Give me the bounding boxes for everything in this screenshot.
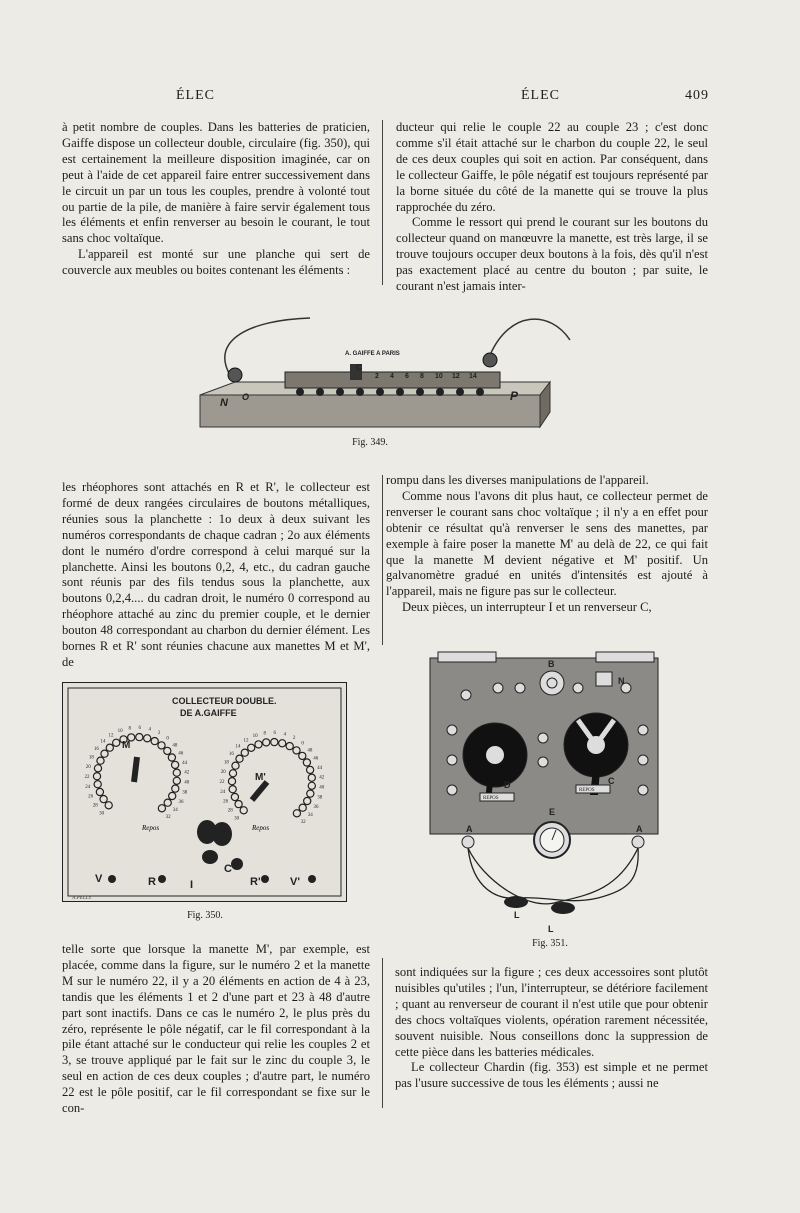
scale-label: 6: [405, 373, 409, 380]
left-dial-number: 22: [84, 775, 90, 781]
left-dial-number: 16: [93, 746, 99, 752]
fig351-repos-left: REPOS: [483, 796, 499, 801]
text-column-top-right: [396, 120, 708, 295]
right-dial-number: 4: [283, 732, 286, 738]
right-dial-number: 24: [220, 790, 226, 796]
left-dial-number: 46: [178, 751, 184, 757]
fig350-label-i: I: [190, 879, 194, 891]
paragraph: Deux pièces, un interrupteur I et un renverseur C,: [402, 600, 652, 615]
fig350-label-r: R: [148, 876, 156, 888]
fig351-label-a-left: A: [466, 824, 473, 834]
left-dial-number: 12: [108, 733, 114, 739]
fig350-label-v-prime: V': [290, 876, 300, 888]
text-column-bottom-right: [395, 965, 708, 1092]
left-dial-number: 2: [157, 731, 161, 737]
left-dial-number: 26: [88, 794, 94, 800]
fig350-repos-right: Repos: [252, 824, 270, 832]
fig351-label-l-2: L: [548, 924, 554, 934]
right-dial-number: 42: [319, 775, 325, 781]
left-dial-number: 44: [182, 760, 188, 766]
left-dial-number: 30: [99, 811, 105, 817]
left-dial-number: 38: [182, 790, 188, 796]
right-dial-number: 20: [220, 770, 226, 776]
fig350-engraver-signature: A.PELLY: [72, 896, 92, 901]
left-dial-number: 10: [117, 729, 123, 734]
left-dial-number: 34: [172, 808, 178, 814]
fig350-caption: Fig. 350.: [187, 910, 223, 921]
paragraph: ducteur qui relie le couple 22 au couple 23 ; c'est donc comme s'il était attaché sur le charbon du couple 22, le seul de ces deux couples qui soit en action. Par conséquent, dans le collecteur Gaiffe, le pôle négatif est toujours représenté par la borne située du côté de la manette qui se trouve la plus rapprochée du zéro.: [396, 120, 708, 214]
left-dial-number: 36: [178, 799, 184, 805]
right-dial-number: 46: [313, 756, 319, 762]
fig349-label-o: O: [242, 392, 250, 402]
fig350-label-m: M: [122, 740, 131, 751]
fig349-label-p: P: [510, 389, 519, 403]
page-number: 409: [685, 88, 709, 103]
scale-label: 10: [435, 373, 443, 380]
right-dial-number: 34: [307, 813, 313, 819]
paragraph: telle sorte que lorsque la manette M', par exemple, est placée, comme dans la figure, sur le numéro 2 et la manette M sur le numéro 22, il y a 20 éléments en action de 4 à 23, tandis que les éléments 1 et 2 d'une part et 23 à 48 d'autre part sont inactifs. Dans ce cas le numéro 2, le plus près du zéro, représente le pôle négatif, car le fil correspondant à la pile étant attaché sur le conducteur qui relie les couples 2 et 3, se trouve appliqué par le fait sur le zinc du couple 3, le seul en action de ces deux couples ; d'autre part, le numéro 22 est le pôle positif, car le fil correspondant se fixe sur le con-: [62, 942, 370, 1116]
left-dial-number: 42: [184, 770, 190, 776]
fig351-label-b: B: [548, 659, 555, 669]
running-head-center: ÉLEC: [521, 88, 560, 103]
fig349-label-n: N: [220, 397, 228, 409]
right-dial-number: 44: [317, 765, 323, 771]
right-dial-number: 14: [235, 744, 241, 750]
right-dial-number: 2: [292, 736, 296, 742]
fig351-label-n: N: [618, 676, 625, 686]
left-dial-number: 0: [166, 736, 169, 742]
right-dial-number: 12: [243, 738, 249, 744]
column-rule: [382, 120, 383, 285]
right-dial-number: 18: [223, 760, 229, 766]
right-dial-number: 40: [319, 785, 325, 791]
fig351-label-a-right: A: [636, 824, 643, 834]
text-column-mid-left: [62, 480, 370, 671]
right-dial-number: 36: [313, 804, 319, 810]
text-column-mid-right: [386, 473, 708, 616]
paragraph: Comme nous l'avons dit plus haut, ce collecteur permet de renverser le courant sans choc voltaïque ; il n'y a en effet pour obtenir ce résultat qu'à renverser le sens des manettes, par exemple à faire poser la manette M' au delà de 22, ce qui fait que la manette M devient négative et M' positif. Un galvanomètre gradué en unités d'intensités est ajouté à l'appareil, mais ne figure pas sur le collecteur.: [386, 488, 708, 599]
right-dial-number: 16: [228, 751, 234, 757]
right-dial-number: 30: [234, 816, 240, 822]
fig349-collector-illustration: [190, 300, 580, 435]
right-dial-number: 0: [301, 741, 304, 747]
fig350-label-v: V: [95, 873, 103, 885]
fig350-label-c: C: [224, 863, 232, 875]
left-dial-number: 40: [184, 780, 190, 786]
fig351-caption: Fig. 351.: [532, 938, 568, 949]
scale-label: 8: [420, 373, 424, 380]
scale-label: 14: [469, 373, 477, 380]
paragraph: Le collecteur Chardin (fig. 353) est simple et ne permet pas l'usure successive de tous les éléments ; aussi ne: [395, 1060, 708, 1091]
left-dial-number: 32: [165, 815, 171, 821]
paragraph: rompu dans les diverses manipulations de l'appareil.: [386, 473, 649, 487]
column-rule: [382, 475, 383, 645]
right-dial-number: 28: [227, 808, 233, 814]
fig350-double-collector-illustration: [62, 682, 347, 902]
right-dial-number: 10: [252, 734, 258, 739]
right-dial-number: 32: [300, 820, 306, 826]
left-dial-number: 6: [138, 726, 142, 732]
right-dial-number: 22: [219, 780, 225, 786]
column-rule: [382, 958, 383, 1108]
left-dial-number: 8: [128, 726, 132, 732]
scale-label: 12: [452, 373, 460, 380]
fig351-label-d: D: [504, 780, 511, 790]
paragraph: Comme le ressort qui prend le courant sur les boutons du collecteur quand on manœuvre la manette, est très large, il se trouve toujours occuper deux boutons à la fois, dès qu'il n'est pas exactement placé au centre du bouton ; par suite, le courant n'est jamais inter-: [396, 215, 708, 294]
right-dial-number: 8: [263, 731, 267, 737]
left-dial-number: 24: [85, 785, 91, 791]
scale-label: 2: [375, 373, 379, 380]
fig349-caption: Fig. 349.: [352, 437, 388, 448]
fig349-label-c: C: [356, 363, 362, 372]
running-head-left: ÉLEC: [176, 88, 215, 103]
paragraph: les rhéophores sont attachés en R et R', le collecteur est formé de deux rangées circulaires de boutons métalliques, réunies sous la planchette : 1o deux à deux suivant les numéros correspondants de chaque cadran ; 2o aux éléments dont le numéro d'ordre correspond à celui marqué sur la planchette. Ainsi les boutons 0,2, 4, etc., du cadran gauche sont réunis par des fils tendus sous la planchette, aux boutons 0,2,4.... du cadran droit, le numéro 0 correspond au rhéophore attaché au zinc du premier couple, et le dernier bouton 48 correspondant au charbon du dernier élément. Les bornes R et R' sont réunies chacune aux manettes M et M', de: [62, 480, 370, 669]
left-dial-number: 28: [92, 803, 98, 809]
paragraph: L'appareil est monté sur une planche qui sert de couvercle aux meubles ou boites contenant les éléments :: [62, 247, 370, 278]
fig351-collector-illustration: [428, 650, 660, 935]
right-dial-number: 6: [273, 731, 277, 737]
left-dial-number: 20: [85, 765, 91, 771]
fig350-title-line1: COLLECTEUR DOUBLE.: [172, 696, 277, 706]
paragraph: sont indiquées sur la figure ; ces deux accessoires sont plutôt nuisibles qu'utiles ; l'un, l'interrupteur, se détériore facilement ; quant au renverseur de courant il n'est utile que pour obtenir des chocs voltaïques violents, opération rarement nécessitée, souvent nuisible. Nous conseillons donc la suppression de cette pièce dans les batteries médicales.: [395, 965, 708, 1059]
fig350-repos-left: Repos: [142, 824, 160, 832]
left-dial-number: 14: [100, 739, 106, 745]
text-column-bottom-left: [62, 942, 370, 1117]
fig351-label-e: E: [549, 807, 556, 817]
right-dial-number: 38: [317, 795, 323, 801]
text-column-top-left: [62, 120, 370, 279]
fig351-label-c: C: [608, 776, 615, 786]
right-dial-number: 48: [307, 748, 313, 754]
fig350-label-m-prime: M': [255, 772, 266, 783]
manette-m: [134, 757, 137, 782]
paragraph: à petit nombre de couples. Dans les batteries de praticien, Gaiffe dispose un collecteur double, circulaire (fig. 350), qui est certainement la meilleure disposition imaginée, car on peut à l'aide de cet appareil faire entrer successivement dans le circuit un par un tous les couples, prendre à volonté tout ou partie de la pile, de manière à faire servir également tous les éléments et enfin renverser au besoin le courant, le tout sans choc voltaïque.: [62, 120, 370, 246]
fig349-plate-text: A. GAIFFE A PARIS: [345, 351, 400, 357]
fig350-label-r-prime: R': [250, 876, 261, 888]
left-dial-number: 48: [172, 743, 178, 749]
right-dial-number: 26: [223, 799, 229, 805]
fig351-repos-right: REPOS: [579, 788, 595, 793]
fig350-title-line2: DE A.GAIFFE: [180, 708, 237, 718]
scale-label: 4: [390, 373, 394, 380]
left-dial-number: 4: [148, 727, 151, 733]
left-dial-number: 18: [88, 755, 94, 761]
fig351-label-l-1: L: [514, 910, 520, 920]
